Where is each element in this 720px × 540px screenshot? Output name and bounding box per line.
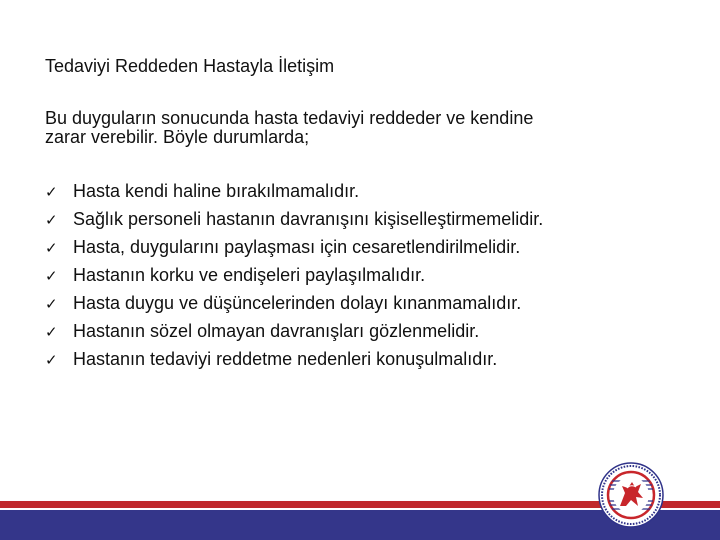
slide-title: Tedaviyi Reddeden Hastayla İletişim <box>45 56 335 76</box>
checkmark-icon: ✓ <box>45 183 58 201</box>
checkmark-icon: ✓ <box>45 323 58 341</box>
university-seal-icon <box>598 462 664 528</box>
checklist-item-text: Hasta duygu ve düşüncelerinden dolayı kınanmamalıdır. <box>73 293 522 313</box>
checklist-item <box>45 206 543 234</box>
checkmark-icon: ✓ <box>45 267 58 285</box>
intro-paragraph <box>45 109 665 147</box>
checkmark-icon: ✓ <box>45 295 58 313</box>
checklist-item <box>45 290 543 318</box>
intro-line: Bu duyguların sonucunda hasta tedaviyi reddeder ve kendine <box>45 108 534 128</box>
checklist-item-text: Hasta kendi haline bırakılmamalıdır. <box>73 181 360 201</box>
intro-line: zarar verebilir. Böyle durumlarda; <box>45 127 310 147</box>
checklist-item <box>45 178 543 206</box>
checklist <box>45 178 543 374</box>
checklist-item <box>45 346 543 374</box>
checkmark-icon: ✓ <box>45 351 58 369</box>
checklist-item-text: Hastanın tedaviyi reddetme nedenleri konuşulmalıdır. <box>73 349 498 369</box>
checklist-item-text: Sağlık personeli hastanın davranışını kişiselleştirmemelidir. <box>73 209 544 229</box>
checklist-item-text: Hastanın sözel olmayan davranışları gözlenmelidir. <box>73 321 480 341</box>
checklist-item <box>45 318 543 346</box>
checklist-item <box>45 234 543 262</box>
checklist-item <box>45 262 543 290</box>
checklist-item-text: Hasta, duygularını paylaşması için cesaretlendirilmelidir. <box>73 237 521 257</box>
checklist-item-text: Hastanın korku ve endişeleri paylaşılmalıdır. <box>73 265 426 285</box>
checkmark-icon: ✓ <box>45 239 58 257</box>
checkmark-icon: ✓ <box>45 211 58 229</box>
